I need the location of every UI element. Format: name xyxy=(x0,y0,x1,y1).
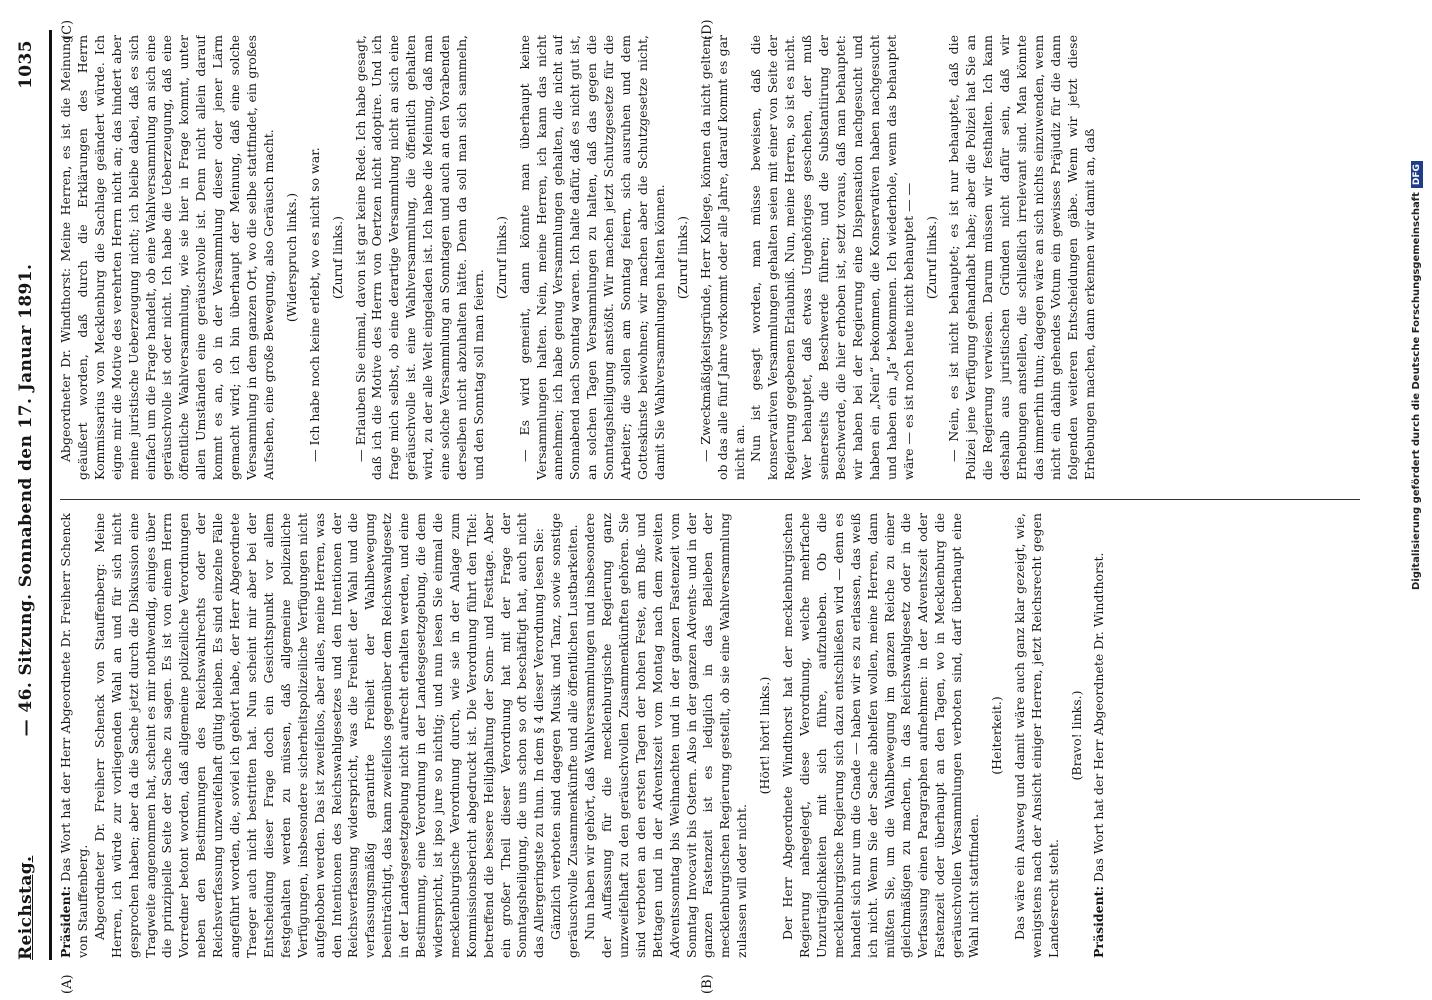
paragraph xyxy=(675,35,692,480)
paragraph-text: (Hört! hört! links.) xyxy=(757,676,773,795)
paragraph-text: (Zuruf links.) xyxy=(923,215,939,300)
paragraph-text: Abgeordneter Dr. Windthorst: Meine Herren, es ist die Meinung geäußert worden, daß durch die Erklärungen des Herrn Kommissarius von Mecklenburg die Sachlage geändert würde. Ich eigne mir die Motive des verehrten Herrn nicht an; das hindert aber meine juristische Ueberzeugung nicht; ich bleibe dabei, daß es sich einfach um die Frage handelt, ob eine Wahlversammlung an sich eine geräuschvolle ist oder nicht. Ich habe die Ueberzeugung, daß eine öffentliche Wahlversammlung, wie sie hier in Frage kommt, unter allen Umständen eine geräuschvolle ist. Denn nicht allein darauf kommt es an, ob in der Versammlung dieser oder jener Lärm gemacht wird; ich bin überhaupt der Meinung, daß eine solche Versammlung in dem ganzen Ort, wo die selbe stattfindet, ein großes Aufsehen, eine große Bewegung, also Geräusch macht. xyxy=(58,35,276,480)
header-rule xyxy=(49,30,52,960)
paragraph xyxy=(58,35,278,480)
paragraph xyxy=(494,35,511,480)
paragraph xyxy=(582,513,751,958)
paragraph xyxy=(92,513,548,958)
margin-marker-a: (A) xyxy=(60,974,75,994)
paragraph xyxy=(946,35,1098,480)
paragraph-text: — Ich habe noch keine erlebt, wo es nicht so war. xyxy=(306,147,322,462)
paragraph xyxy=(353,35,488,480)
paragraph xyxy=(1069,513,1086,958)
paragraph-text: Nun ist gesagt worden, man müsse beweisen, daß die konservativen Versammlungen gehalten seien mit einer von Seite der Regierung gegebenen Erlaubniß. Nun, meine Herren, so ist es nicht. Wer behauptet, daß etwas Ungehöriges geschehen, der muß seinerseits die Beschwerde führen; und die Substantiirung der Beschwerde, die hier erhoben ist, setzt voraus, daß man behauptet: wir haben bei der Regierung eine Dispensation nachgesucht und haben ein „Nein“ bekommen, die Konservativen haben nachgesucht und haben ein „Ja“ bekommen. Ich wiederhole, wenn das behauptet wäre — es ist noch heute nicht behauptet — — xyxy=(748,35,916,480)
dfg-logo: DFG xyxy=(1411,161,1423,188)
paragraph xyxy=(989,513,1006,958)
paragraph-text: — Zweckmäßigkeitsgründe, Herr Kollege, können da nicht gelten; ob das alle fünf Jahre vorkommt oder alle Jahre, darauf kommt es gar nicht an. xyxy=(697,35,747,480)
paragraph-text: Abgeordneter Dr. Freiherr Schenck von Stauffenberg: Meine Herren, ich würde zur vorliegenden Wahl an und für sich nicht gesprochen haben; aber da die Sache jetzt durch die Diskussion eine Tragweite angenommen hat, scheint es mir nothwendig, einiges über die prinzipielle Seite der Sache zu sagen. Es ist von einem Herrn Vorredner betont worden, daß allgemeine polizeiliche Verordnungen neben den Bestimmungen des Reichswahlrechts oder der Reichsverfassung unzweifelhaft gültig bleiben. Es sind einzelne Fälle angeführt worden, die, soviel ich gehört habe, der Herr Abgeordnete Traeger auch nicht bestritten hat. Nun scheint mir aber bei der Entscheidung dieser Frage doch ein Gesichtspunkt vor allem festgehalten werden zu müssen, daß allgemeine polizeiliche Verfügungen, insbesondere sicherheitspolizeiliche Verfügungen nicht aufgehoben werden. Das ist zweifellos, aber alles, meine Herren, was den Intentionen des Reichswahlgesetzes und den Intentionen der Reichsverfassung widerspricht, was die Freiheit der Wahl und die verfassungsmäßig garantirte Freiheit der Wahlbewegung beeinträchtigt, das kann zweifellos gegenüber dem Reichswahlgesetz in der Landesgesetzgebung nicht aufrecht erhalten werden, und eine Bestimmung, eine Verordnung in der Landesgesetzgebung, die dem widerspricht, ist ipso jure so nichtig; und nun lesen Sie einmal die mecklenburgische Verordnung durch, wie sie in der Anlage zum Kommissionsbericht abgedruckt ist. Die Verordnung führt den Titel: betreffend die bessere Heilighaltung der Sonn- und Festtage. Aber ein großer Theil dieser Verordnung hat mit der Frage der Sonntagsheiligung, die uns schon so oft beschäftigt hat, auch nicht das Allergeringste zu thun. In dem § 4 dieser Verordnung lesen Sie: xyxy=(91,513,547,958)
paragraph xyxy=(1012,513,1063,958)
speaker-label: Präsident: xyxy=(1091,885,1107,958)
paragraph xyxy=(307,35,324,480)
paragraph-text: Gänzlich verboten sind dagegen Musik und Tanz, sowie sonstige geräuschvolle Zusammenkünfte und alle öffentlichen Lustbarkeiten. xyxy=(548,513,581,958)
paragraph xyxy=(58,513,92,958)
paragraph-text: (Zuruf links.) xyxy=(674,215,690,300)
paragraph xyxy=(548,513,582,958)
margin-marker-d: (D) xyxy=(700,19,715,40)
paragraph-text: Der Herr Abgeordnete Windthorst hat der mecklenburgischen Regierung nahegelegt, diese Verordnung, welche mehrfache Unzuträglichkeiten mit sich führe, aufzuheben. Ob die mecklenburgische Regierung sich dazu entschließen wird — denn es handelt sich nur um die Gnade — haben wir es zu erlassen, das weiß ich nicht. Wenn Sie der Sache abhelfen wollen, meine Herren, dann müßten Sie, um die Wahlbewegung im ganzen Reiche zu einer gleichmäßigen zu machen, in das Reichswahlgesetz oder in die Verfassung einen Paragraphen aufnehmen: in der Adventszeit oder Fastenzeit oder überhaupt an den Tagen, wo in Mecklenburg die geräuschvollen Versammlungen verboten sind, darf überhaupt eine Wahl nicht stattfinden. xyxy=(780,513,982,958)
paragraph-text: Das Wort hat der Herr Abgeordnete Dr. Freiherr Schenck von Stauffenberg. xyxy=(58,513,90,958)
left-column xyxy=(58,513,1363,958)
speaker-label: Präsident: xyxy=(58,885,73,958)
paragraph-text: (Zuruf links.) xyxy=(493,215,509,300)
credit-text: Digitalisierung gefördert durch die Deutsche Forschungsgemeinschaft xyxy=(1411,192,1422,590)
paragraph xyxy=(780,513,983,958)
paragraph-text: (Bravo! links.) xyxy=(1068,690,1084,781)
paragraph xyxy=(698,35,749,480)
paragraph xyxy=(1091,513,1108,958)
paragraph-text: (Zuruf links.) xyxy=(329,215,345,300)
paragraph-text: (Heiterkeit.) xyxy=(988,696,1004,775)
page-number: 1035 xyxy=(16,40,36,89)
paragraph-text: (Widerspruch links.) xyxy=(283,192,299,323)
paragraph xyxy=(284,35,301,480)
paragraph xyxy=(330,35,347,480)
paragraph-text: Das wäre ein Ausweg und damit wäre auch ganz klar gezeigt, wie, wenigstens nach der Ansicht einiger Herren, jetzt Reichsrecht gegen Landesrecht steht. xyxy=(1011,513,1061,958)
page-header xyxy=(16,40,42,960)
paragraph-text: Nun haben wir gehört, daß Wahlversammlungen und insbesondere der Auffassung für die mecklenburgische Regierung ganz unzweifelhaft zu den geräuschvollen Zusammenkünften gehören. Sie sind verboten an den ersten Tagen der hohen Feste, am Buß- und Bettagen und in der Adventszeit vom Montag nach dem zweiten Adventssonntag bis Weihnachten und in der ganzen Fastenzeit vom Sonntag Invocavit bis Ostern. Also in der ganzen Advents- und in der ganzen Fastenzeit ist es lediglich in das Belieben der mecklenburgischen Regierung gestellt, ob sie eine Wahlversammlung zulassen will oder nicht. xyxy=(582,513,750,958)
dfg-credit xyxy=(1405,30,1429,590)
column-divider xyxy=(60,499,1360,500)
paragraph-text: — Es wird gemeint, dann könnte man überhaupt keine Versammlungen halten. Nein, meine Herren, ich kann das nicht annehmen; ich habe genug Versammlungen gehalten, die nicht auf Sonnabend nach Sonntag waren. Ich halte dafür, daß es nicht gut ist, an solchen Tagen Versammlungen zu halten, daß das gegen die Sonntagsheiligung anstößt. Wir machen jetzt Schutzgesetze für die Arbeiter; die sollen am Sonntag feiern, sich ausruhen und dem Gotteskinste beiwohnen; wir machen aber die Schutzgesetze nicht, damit Sie Wahlversammlungen halten können. xyxy=(516,35,667,480)
margin-marker-c: (C) xyxy=(60,19,75,40)
paragraph xyxy=(757,513,774,958)
paragraph xyxy=(748,35,917,480)
paragraph-text: — Erlauben Sie einmal, davon ist gar keine Rede. Ich habe gesagt, daß ich die Motive des Herrn von Oertzen nicht adoptire. Und ich frage mich selbst, ob eine derartige Versammlung nicht an sich eine geräuschvolle ist. eine Wahlversammlung, die öffentlich gehalten wird, zu der alle Welt eingeladen ist. Ich habe die Meinung, daß man eine solche Versammlung an Sonntagen und auch an den Vorabenden derselben nicht abzuhalten hätte. Denn da soll man sich sammeln, und den Sonntag soll man feiern. xyxy=(352,35,486,480)
paragraph xyxy=(517,35,669,480)
right-column xyxy=(58,35,1363,480)
paragraph-text: Das Wort hat der Herr Abgeordnete Dr. Windthorst. xyxy=(1091,552,1107,882)
paragraph-text: — Nein, es ist nicht behauptet; es ist nur behauptet, daß die Polizei jene Verfügung gehandhabt habe; aber die Polizei hat Sie an die Regierung verwiesen. Darum müssen wir festhalten. Ich kann deshalb aus juristischen Gründen nicht dafür sein, daß wir Erhebungen anstellen, die schließlich irrelevant sind. Man könnte das immerhin thun; dagegen wäre an sich nichts einzuwenden, wenn nicht ein dahin gehendes Votum ein gewisses Präjudiz für die dann folgenden weiteren Entscheidungen gäbe. Wenn wir jetzt diese Erhebungen machen, dann erkennen wir damit an, daß xyxy=(946,35,1097,480)
header-reichstag: Reichstag. xyxy=(16,855,36,960)
header-session-date: — 46. Sitzung. Sonnabend den 17. Januar 1891. xyxy=(16,263,36,737)
margin-marker-b: (B) xyxy=(700,974,715,994)
paragraph xyxy=(924,35,941,480)
